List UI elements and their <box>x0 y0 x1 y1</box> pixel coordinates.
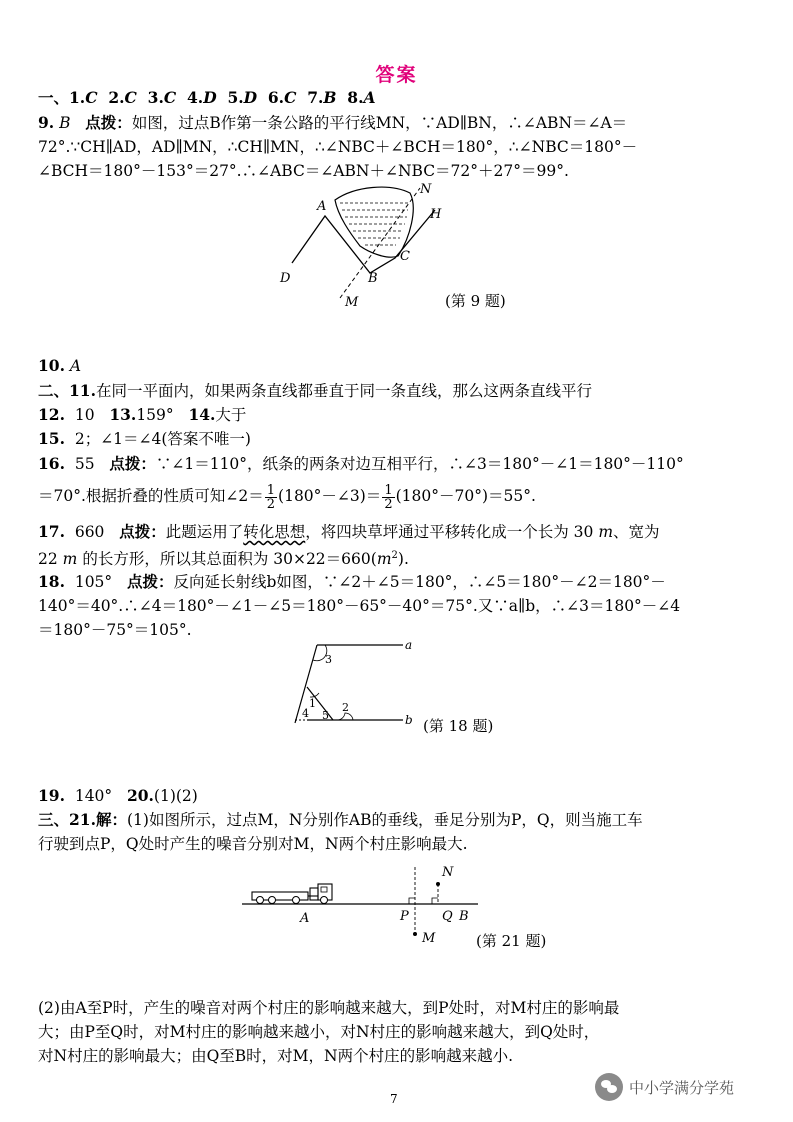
svg-text:P: P <box>400 909 409 924</box>
q18-line3: ＝180°－75°＝105°. <box>38 621 192 639</box>
svg-text:M: M <box>422 931 436 946</box>
fraction-half: $\frac{1}{2}$ <box>384 482 393 512</box>
page-number: 7 <box>390 1092 398 1106</box>
fraction-half: $\frac{1}{2}$ <box>266 482 276 512</box>
q18-line1: 18. 105° 点拨：反向延长射线b如图，∵∠2＋∠5＝180°，∴∠5＝180°－∠2＝180°－ <box>38 572 666 591</box>
watermark-text: 中小学满分学苑 <box>629 1078 735 1097</box>
q18-line2: 140°＝40°.∴∠4＝180°－∠1－∠5＝180°－65°－40°＝75°.又∵a∥b，∴∠3＝180°－∠4 <box>38 597 681 615</box>
svg-text:N: N <box>420 182 432 197</box>
svg-text:D: D <box>280 271 291 286</box>
q9-line1: 9. B 点拨：如图，过点B作第一条公路的平行线MN，∵AD∥BN，∴∠ABN＝∠A＝ <box>38 113 628 132</box>
svg-text:A: A <box>300 911 310 926</box>
q12-14-line: 12. 10 13.159° 14.大于 <box>38 405 247 424</box>
svg-text:B: B <box>368 271 378 286</box>
svg-text:M: M <box>345 295 359 310</box>
q16-line1: 16. 55 点拨：∵∠1＝110°，纸条的两条对边互相平行，∴∠3＝180°－∠1＝180°－110° <box>38 454 684 473</box>
svg-text:4: 4 <box>302 707 309 720</box>
q21-caption: (第 21 题) <box>476 932 547 950</box>
wechat-icon <box>595 1073 623 1101</box>
q21-figure <box>240 862 480 947</box>
q21-part2-line1: (2)由A至P时，产生的噪音对两个村庄的影响越来越大，到P处时，对M村庄的影响最 <box>38 999 620 1017</box>
svg-text:Q: Q <box>442 909 453 924</box>
q11-line: 二、11.在同一平面内，如果两条直线都垂直于同一条直线，那么这两条直线平行 <box>38 381 592 400</box>
q9-figure <box>270 178 460 313</box>
q17-line1: 17. 660 点拨：此题运用了转化思想，将四块草坪通过平移转化成一个长为 30 m、宽为 <box>38 522 660 541</box>
svg-text:a: a <box>405 638 413 652</box>
q18-figure <box>285 635 420 730</box>
page-title: 答案 <box>375 64 418 86</box>
q15-line: 15. 2；∠1＝∠4(答案不唯一) <box>38 429 251 448</box>
q21-part2-line2: 大；由P至Q时，对M村庄的影响越来越小，对N村庄的影响越来越大，到Q处时， <box>38 1023 600 1041</box>
svg-text:N: N <box>442 865 454 880</box>
q18-caption: (第 18 题) <box>423 717 494 735</box>
q16-line2: ＝70°.根据折叠的性质可知∠2＝ $\frac{1}{2}$ (180°－∠3)＝ $\frac{1}{2}$ (180°－70°)＝55°. <box>38 482 536 512</box>
section1-answers: 一、1.C 2.C 3.C 4.D 5.D 6.C 7.B 8.A <box>38 88 376 107</box>
q9-line2: 72°.∵CH∥AD，AD∥MN，∴CH∥MN，∴∠NBC＋∠BCH＝180°，∴∠NBC＝180°－ <box>38 138 638 156</box>
svg-text:1: 1 <box>309 697 316 710</box>
svg-text:3: 3 <box>325 653 332 666</box>
q21-line2: 行驶到点P，Q处时产生的噪音分别对M，N两个村庄影响最大. <box>38 835 468 853</box>
svg-text:2: 2 <box>342 701 349 714</box>
svg-text:B: B <box>459 909 469 924</box>
watermark <box>595 1073 734 1101</box>
q19-20-line: 19. 140° 20.(1)(2) <box>38 786 198 805</box>
svg-text:b: b <box>405 713 413 727</box>
q10-line: 10. A <box>38 356 82 375</box>
q21-line1: 三、21.解：(1)如图所示，过点M，N分别作AB的垂线，垂足分别为P，Q，则当施工车 <box>38 810 643 829</box>
q17-line2: 22 m 的长方形，所以其总面积为 $30\times 22=660(m^2)$. <box>38 550 409 569</box>
svg-text:H: H <box>430 207 442 222</box>
q9-line3: ∠BCH＝180°－153°＝27°.∴∠ABC＝∠ABN＋∠NBC＝72°＋27°＝99°. <box>38 162 569 180</box>
q9-caption: (第 9 题) <box>445 292 506 310</box>
q21-part2-line3: 对N村庄的影响最大；由Q至B时，对M，N两个村庄的影响越来越小. <box>38 1047 514 1065</box>
svg-text:A: A <box>317 199 327 214</box>
svg-text:C: C <box>400 249 410 264</box>
svg-text:5: 5 <box>322 709 329 722</box>
